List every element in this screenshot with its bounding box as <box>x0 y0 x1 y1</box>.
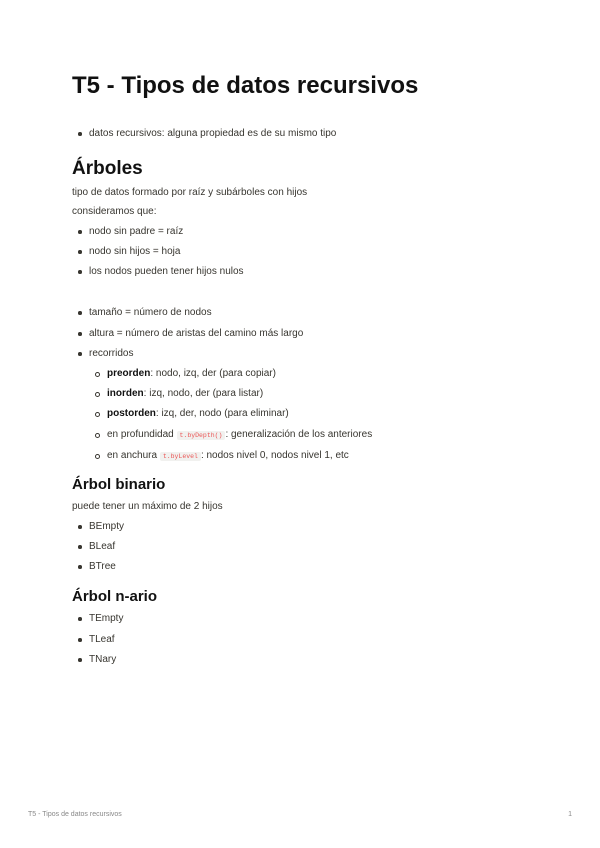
list-item: nodo sin padre = raíz <box>72 225 183 239</box>
description: : nodos nivel 0, nodos nivel 1, etc <box>200 450 349 461</box>
description: : izq, nodo, der (para listar) <box>143 388 264 399</box>
paragraph: tipo de datos formado por raíz y subárboles con hijos <box>72 187 308 198</box>
list-item: BTree <box>72 560 116 574</box>
heading-arbol-binario: Árbol binario <box>72 476 166 493</box>
list-item: TLeaf <box>72 633 115 647</box>
list-item: TNary <box>72 653 116 667</box>
footer-title: T5 - Tipos de datos recursivos <box>28 811 122 818</box>
list-item-inorden <box>72 387 263 401</box>
description: : izq, der, nodo (para eliminar) <box>155 408 289 419</box>
paragraph: puede tener un máximo de 2 hijos <box>72 501 223 512</box>
list-item: los nodos pueden tener hijos nulos <box>72 265 244 279</box>
paragraph: consideramos que: <box>72 206 157 217</box>
list-item-profundidad <box>72 428 372 443</box>
inline-code: t.byLevel <box>160 452 201 461</box>
list-item: BEmpty <box>72 520 124 534</box>
description: : generalización de los anteriores <box>225 429 373 440</box>
term: postorden <box>107 408 156 419</box>
heading-arbol-nario: Árbol n-ario <box>72 588 157 605</box>
page-title: T5 - Tipos de datos recursivos <box>72 72 419 99</box>
list-item-anchura <box>72 449 349 464</box>
term: inorden <box>107 388 144 399</box>
inline-code: t.byDepth() <box>177 431 226 440</box>
list-item: tamaño = número de nodos <box>72 306 212 320</box>
list-item: altura = número de aristas del camino más largo <box>72 327 303 341</box>
description: : nodo, izq, der (para copiar) <box>150 368 276 379</box>
list-item: recorridos <box>72 347 133 361</box>
term: en anchura <box>107 450 160 461</box>
heading-arboles: Árboles <box>72 158 143 179</box>
list-item: nodo sin hijos = hoja <box>72 245 180 259</box>
list-item: datos recursivos: alguna propiedad es de su mismo tipo <box>72 127 336 141</box>
page-number: 1 <box>568 811 572 818</box>
list-item-preorden <box>72 367 276 381</box>
term: en profundidad <box>107 429 177 440</box>
list-item-postorden <box>72 407 289 421</box>
term: preorden <box>107 368 151 379</box>
list-item: BLeaf <box>72 540 115 554</box>
list-item: TEmpty <box>72 612 123 626</box>
